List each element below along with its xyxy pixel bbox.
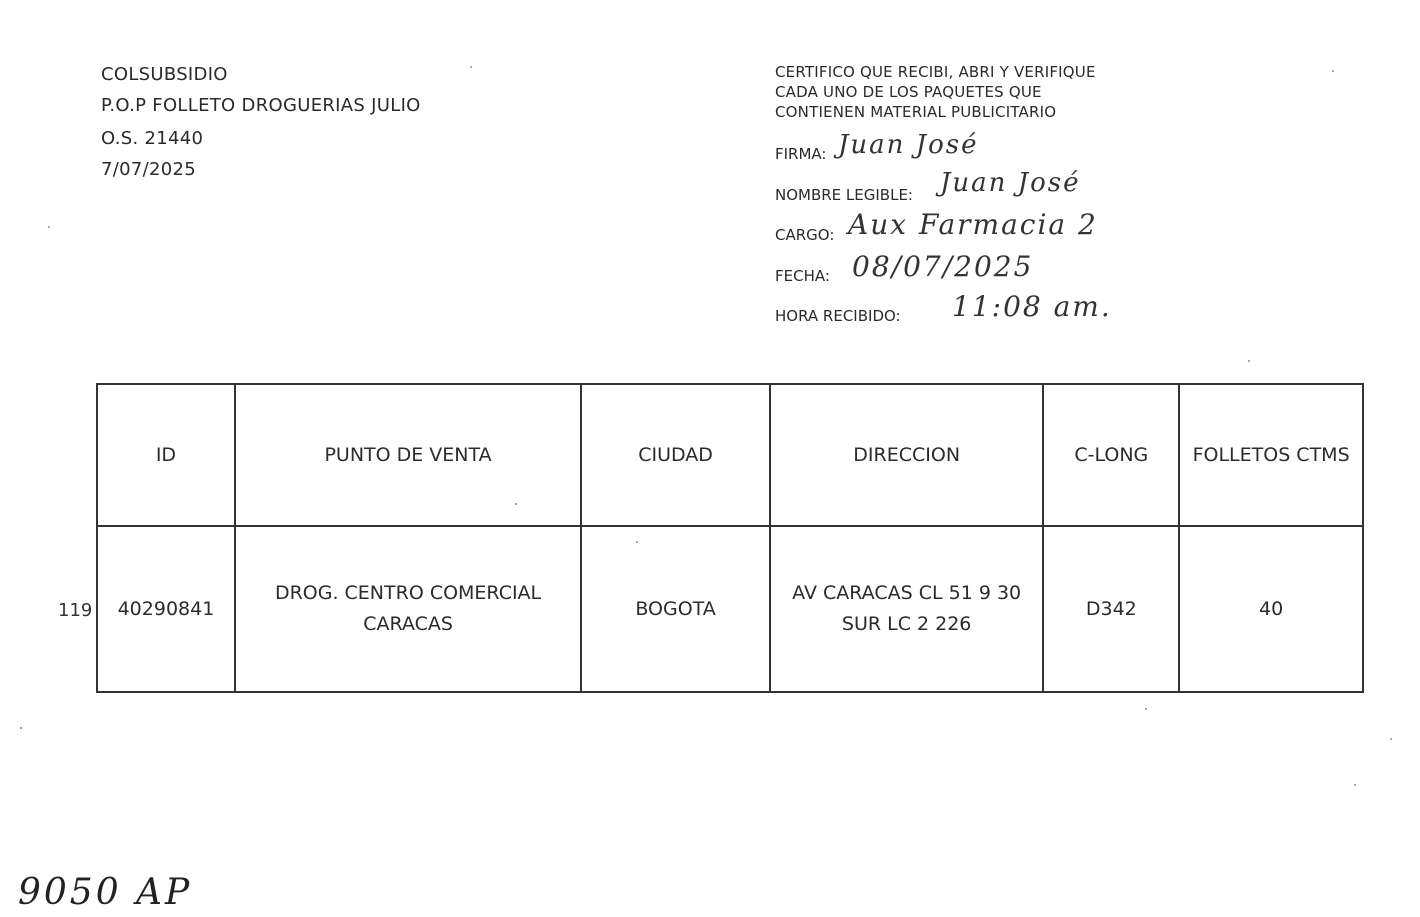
delivery-table xyxy=(96,383,1364,693)
col-header-c-long: C-LONG xyxy=(1043,384,1179,526)
row-number: 119 xyxy=(58,600,93,621)
cargo-label: CARGO: xyxy=(775,226,835,244)
company-name: COLSUBSIDIO xyxy=(101,64,228,85)
cell-folletos: 40 xyxy=(1179,526,1363,692)
cert-line-3: CONTIENEN MATERIAL PUBLICITARIO xyxy=(775,103,1057,121)
punto-line-2: CARACAS xyxy=(363,613,453,635)
cell-punto-de-venta xyxy=(235,526,581,692)
cell-id: 40290841 xyxy=(97,526,235,692)
scan-speck xyxy=(48,226,50,228)
fecha-label: FECHA: xyxy=(775,267,830,285)
nombre-value: Juan José xyxy=(940,168,1081,198)
col-header-ciudad: CIUDAD xyxy=(581,384,770,526)
scan-speck xyxy=(470,66,472,68)
col-header-direccion: DIRECCION xyxy=(770,384,1044,526)
table-header-row xyxy=(97,384,1363,526)
nombre-label: NOMBRE LEGIBLE: xyxy=(775,186,913,204)
handwritten-note: 9050 AP xyxy=(18,872,193,913)
cargo-value: Aux Farmacia 2 xyxy=(848,208,1098,241)
hora-value: 11:08 am. xyxy=(952,290,1112,323)
col-header-folletos: FOLLETOS CTMS xyxy=(1179,384,1363,526)
direccion-line-2: SUR LC 2 226 xyxy=(841,613,972,635)
firma-signature: Juan José xyxy=(838,130,979,160)
direccion-line-1: AV CARACAS CL 51 9 30 xyxy=(792,582,1022,604)
scan-speck xyxy=(515,503,517,505)
cert-line-2: CADA UNO DE LOS PAQUETES QUE xyxy=(775,83,1042,101)
col-header-id: ID xyxy=(97,384,235,526)
punto-line-1: DROG. CENTRO COMERCIAL xyxy=(274,582,542,604)
order-number: O.S. 21440 xyxy=(101,128,204,149)
cell-ciudad: BOGOTA xyxy=(581,526,770,692)
fecha-value: 08/07/2025 xyxy=(852,250,1034,283)
table-row xyxy=(97,526,1363,692)
cell-c-long: D342 xyxy=(1043,526,1179,692)
certification-statement xyxy=(775,62,1096,122)
firma-label: FIRMA: xyxy=(775,145,827,163)
scan-speck xyxy=(1332,70,1334,72)
scan-speck xyxy=(636,541,638,543)
order-description: P.O.P FOLLETO DROGUERIAS JULIO xyxy=(101,95,421,116)
scan-speck xyxy=(1354,784,1356,786)
cell-direccion xyxy=(770,526,1044,692)
hora-label: HORA RECIBIDO: xyxy=(775,307,901,325)
order-date: 7/07/2025 xyxy=(101,159,196,180)
col-header-punto-de-venta: PUNTO DE VENTA xyxy=(235,384,581,526)
scan-speck xyxy=(1390,738,1392,740)
scan-speck xyxy=(1248,360,1250,362)
header-info xyxy=(101,64,421,190)
scan-speck xyxy=(1145,708,1147,710)
cert-line-1: CERTIFICO QUE RECIBI, ABRI Y VERIFIQUE xyxy=(775,63,1096,81)
scan-speck xyxy=(20,727,22,729)
